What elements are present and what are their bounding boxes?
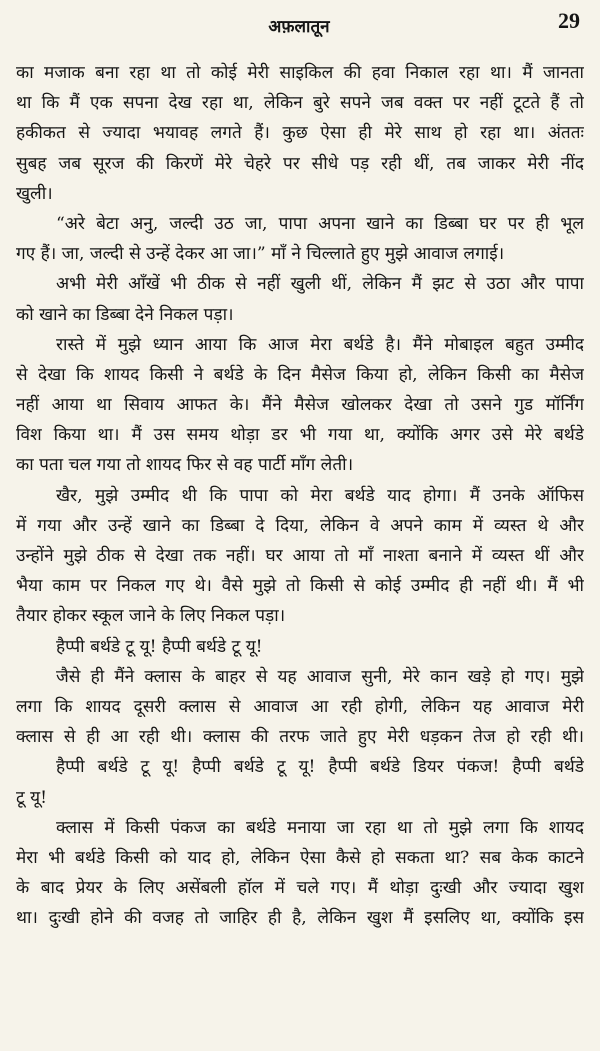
text-line: हकीकत से ज्यादा भयावह लगते हैं। कुछ ऐसा ही मेरे साथ हो रहा था। अंततः	[16, 123, 584, 144]
text-line: “अरे बेटा अनु, जल्दी उठ जा, पापा अपना खाने का डिब्बा घर पर ही भूल	[56, 213, 584, 234]
book-title: अफ़लातून	[268, 17, 330, 37]
text-line: का पता चल गया तो शायद फिर से वह पार्टी माँग लेती।	[16, 455, 354, 476]
text-line: हैप्पी बर्थडे टू यू! हैप्पी बर्थडे टू यू! हैप्पी बर्थडे डियर पंकज! हैप्पी बर्थडे	[56, 757, 584, 778]
body-text	[16, 58, 584, 933]
text-line: लगा कि शायद दूसरी क्लास से आवाज आ रही होगी, लेकिन यह आवाज मेरी	[16, 696, 584, 717]
text-line: क्लास में किसी पंकज का बर्थडे मनाया जा रहा था तो मुझे लगा कि शायद	[56, 817, 584, 838]
text-line: भैया काम पर निकल गए थे। वैसे मुझे तो किसी से कोई उम्मीद ही नहीं थी। मैं भी	[16, 576, 584, 597]
page-number: 29	[558, 8, 580, 33]
text-line: से देखा कि शायद किसी ने बर्थडे के दिन मैसेज किया हो, लेकिन किसी का मैसेज	[16, 364, 584, 385]
text-line: मेरा भी बर्थडे किसी को याद हो, लेकिन ऐसा कैसे हो सकता था? सब केक काटने	[16, 847, 584, 868]
text-line: को खाने का डिब्बा देने निकल पड़ा।	[16, 304, 234, 325]
text-line: नहीं आया था सिवाय आफत के। मैंने मैसेज खोलकर देखा तो उसने गुड मॉर्निंग	[16, 395, 584, 416]
text-line: खुली।	[16, 183, 53, 204]
text-line: रास्ते में मुझे ध्यान आया कि आज मेरा बर्थडे है। मैंने मोबाइल बहुत उम्मीद	[56, 334, 584, 355]
text-line: गए हैं। जा, जल्दी से उन्हें देकर आ जा।” माँ ने चिल्लाते हुए मुझे आवाज लगाई।	[16, 244, 505, 265]
text-line: टू यू!	[16, 787, 48, 808]
text-line: उन्होंने मुझे ठीक से देखा तक नहीं। घर आया तो माँ नाश्ता बनाने में व्यस्त थीं और	[16, 546, 584, 566]
text-line: तैयार होकर स्कूल जाने के लिए निकल पड़ा।	[16, 606, 286, 627]
text-line: के बाद प्रेयर के लिए असेंबली हॉल में चले गए। मैं थोड़ा दुःखी और ज्यादा खुश	[16, 878, 584, 899]
text-line: था। दुःखी होने की वजह तो जाहिर ही है, लेकिन खुश मैं इसलिए था, क्योंकि इस	[16, 908, 584, 929]
text-line: अभी मेरी आँखें भी ठीक से नहीं खुली थीं, लेकिन मैं झट से उठा और पापा	[56, 274, 584, 295]
text-line: क्लास से ही आ रही थी। क्लास की तरफ जाते हुए मेरी धड़कन तेज हो रही थी।	[16, 727, 584, 748]
running-header	[16, 8, 582, 42]
text-line: हैप्पी बर्थडे टू यू! हैप्पी बर्थडे टू यू!	[56, 636, 263, 657]
text-line: जैसे ही मैंने क्लास के बाहर से यह आवाज सुनी, मेरे कान खड़े हो गए। मुझे	[56, 666, 584, 687]
text-line: विश किया था। मैं उस समय थोड़ा डर भी गया था, क्योंकि अगर उसे मेरे बर्थडे	[16, 425, 584, 446]
text-line: का मजाक बना रहा था तो कोई मेरी साइकिल की हवा निकाल रहा था। मैं जानता	[16, 63, 584, 83]
text-line: खैर, मुझे उम्मीद थी कि पापा को मेरा बर्थडे याद होगा। मैं उनके ऑफिस	[56, 485, 584, 506]
text-line: सुबह जब सूरज की किरणें मेरे चेहरे पर सीधे पड़ रही थीं, तब जाकर मेरी नींद	[16, 153, 584, 174]
text-line: था कि मैं एक सपना देख रहा था, लेकिन बुरे सपने जब वक्त पर नहीं टूटते हैं तो	[16, 93, 584, 114]
text-line: में गया और उन्हें खाने का डिब्बा दे दिया, लेकिन वे अपने काम में व्यस्त थे और	[16, 515, 584, 536]
